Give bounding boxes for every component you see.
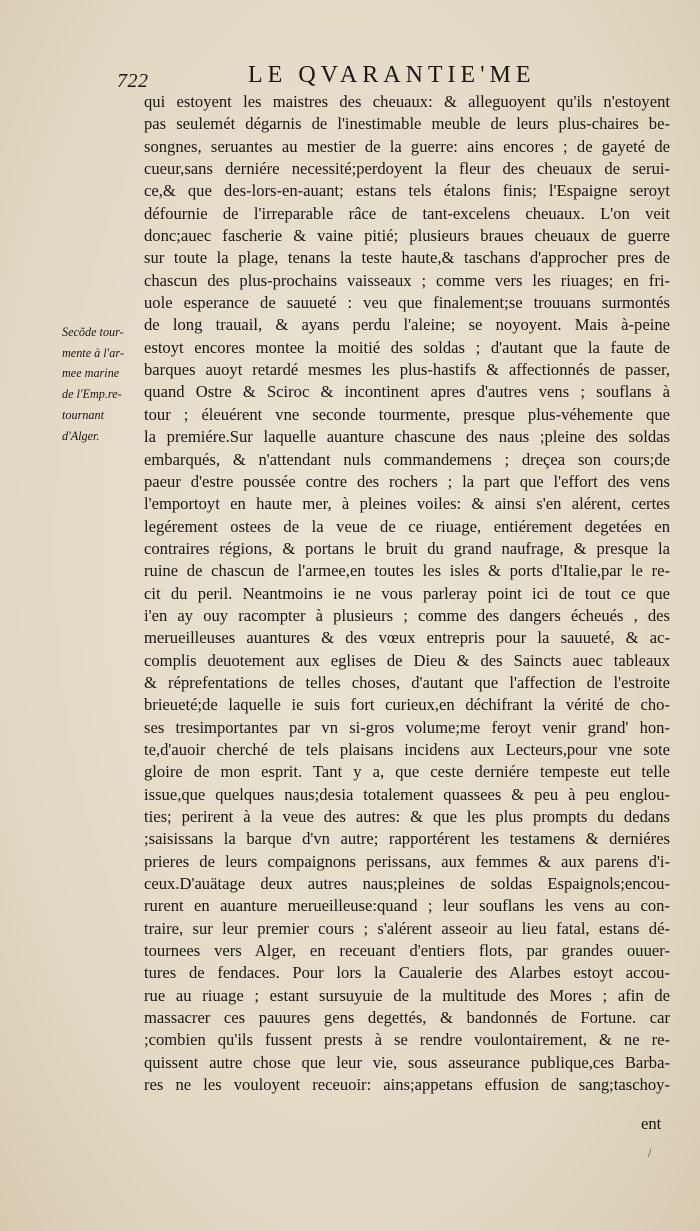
text-line: qui estoyent les maistres des cheuaux: & alleguoyent qu'ils n'estoyent [144,92,670,111]
text-line: contraires régions, & portans le bruit du grand naufrage, & presque la [144,538,670,558]
text-line: ses tresimportantes par vn si-gros volume;me feroyt venir grand' hon- [144,717,670,737]
text-line: défournie de l'irreparable râce de tant-excelens cheuaux. L'on veit [144,203,670,223]
margin-note [62,322,144,446]
text-line: merueilleuses auantures & des vœux entrepris pour la sauueté, & ac- [144,628,670,648]
text-line: la premiére.Sur laquelle auanture chascune des naus ;pleine des soldas [144,427,670,447]
text-line: ;saisissans la barque d'vn autre; rapportérent les testamens & derniéres [144,829,670,849]
page-number: 722 [117,70,149,92]
text-line: complis deuotement aux eglises de Dieu & des Saincts auec tableaux [144,650,670,670]
text-line: cit du peril. Neantmoins ie ne vous parleray point ici de tout ce que [144,583,670,603]
text-line: paeur d'estre poussée contre des rochers ; la part que l'effort des vens [144,471,670,491]
text-line: uole esperance de sauueté : veu que finalement;se trouuans surmontés [144,293,670,313]
text-line: tures de fendaces. Pour lors la Caualerie des Alarbes estoyt accou- [144,963,670,983]
text-line: prieres de leurs compaignons perissans, aux femmes & aux parens d'i- [144,851,670,871]
text-line: barques auoyt retardé mesmes les plus-hastifs & affectionnés de passer, [144,360,670,380]
margin-note-line: mee marine [62,366,120,381]
text-line: tournees vers Alger, en receuant d'entiers flots, par grandes ouuer- [144,941,670,961]
text-line: songnes, seruantes au mestier de la guerre: ains encores ; de gayeté de [144,136,670,156]
margin-note-line: Secõde tour- [62,325,124,339]
text-line: pas seulemét dégarnis de l'inestimable meuble de leurs plus-chaires be- [144,114,670,134]
text-line: cueur,sans derniére necessité;perdoyent la fleur des cheuaux de serui- [144,159,670,179]
text-line: gloire de mon esprit. Tant y a, que ceste derniére tempeste eut telle [144,762,670,782]
margin-note-line: mente à l'ar- [62,345,124,360]
text-line: rue au riuage ; estant sursuyuie de la multitude des Mores ; afin de [144,985,670,1005]
text-line: ceux.D'auätage deux autres naus;pleines de soldas Espaignols;encou- [144,874,670,894]
text-line: i'en ay ouy racompter à plusieurs ; comme des dangers écheués , des [144,605,670,625]
text-line: quissent autre chose que leur vie, sous asseurance publique,ces Barba- [144,1052,670,1072]
text-line: rurent en auanture merueilleuse:quand ; leur souflans les vens au con- [144,896,670,916]
text-line: tour ; éleuérent vne seconde tourmente, presque plus-véhemente que [144,404,670,424]
running-title: LE QVARANTIE'ME [248,62,536,88]
body-text [144,91,670,1096]
text-line: ce,& que des-lors-en-auant; estans tels étalons finis; l'Espaigne seroyt [144,181,670,201]
text-line: chascun des plus-prochains vaisseaux ; comme vers les riuages; en fri- [144,270,670,290]
text-line: quand Ostre & Sciroc & incontinent apres d'autres vens ; souflans à [144,382,670,402]
text-line: donc;auec fascherie & vaine pitié; plusieurs braues cheuaux de guerre [144,226,670,246]
text-line: estoyt encores montee la moitié des soldas ; d'autant que la faute de [144,337,670,357]
text-line: ruine de chascun de l'armee,en toutes les isles & ports d'Italie,par le re- [144,561,670,581]
text-line: te,d'auoir cherché de tels plaisans incidens aux Lecteurs,pour vne sote [144,739,670,759]
margin-note-line: tournant [62,407,104,422]
catchword: ent [641,1114,662,1133]
text-line: embarqués, & n'attendant nuls commandemens ; dreçea son cours;de [144,449,670,469]
text-line: ;combien qu'ils fussent prests à se rendre voulontairement, & ne re- [144,1030,670,1050]
text-line: ties; perirent à la veue des autres: & que les plus prompts du dedans [144,807,670,826]
text-line: brieueté;de laquelle ie suis fort curieux,en déchifrant la vérité de cho- [144,695,670,715]
text-line: legérement ostees de la veue de ce riuage, entiérement degetées en [144,516,670,536]
text-line: sur toute la plage, tenans la teste haute,& taschans d'approcher pres de [144,248,670,268]
margin-note-line: de l'Emp.re- [62,387,122,402]
text-line: issue,que quelques naus;desia totalement quassees & peu à peu englou- [144,784,670,804]
text-line: res ne les vouloyent receuoir: ains;appetans effusion de sang;taschoy- [144,1075,670,1095]
text-line: massacrer ces pauures gens degettés, & bandonnés de Fortune. car [144,1008,670,1028]
text-line: & réprefentations de telles choses, d'autant que l'affection de l'estroite [144,672,670,692]
text-line: de long trauail, & ayans perdu l'aleine; se noyoyent. Mais à-peine [144,315,670,335]
text-line: traire, sur leur premier cours ; s'alérent asseoir au lieu fatal, estans dé- [144,918,670,938]
text-line: l'emportoyt en haute mer, à pleines voiles: & ainsi s'en alérent, certes [144,494,670,514]
margin-note-line: d'Alger. [62,428,100,443]
stray-mark: / [648,1148,652,1159]
